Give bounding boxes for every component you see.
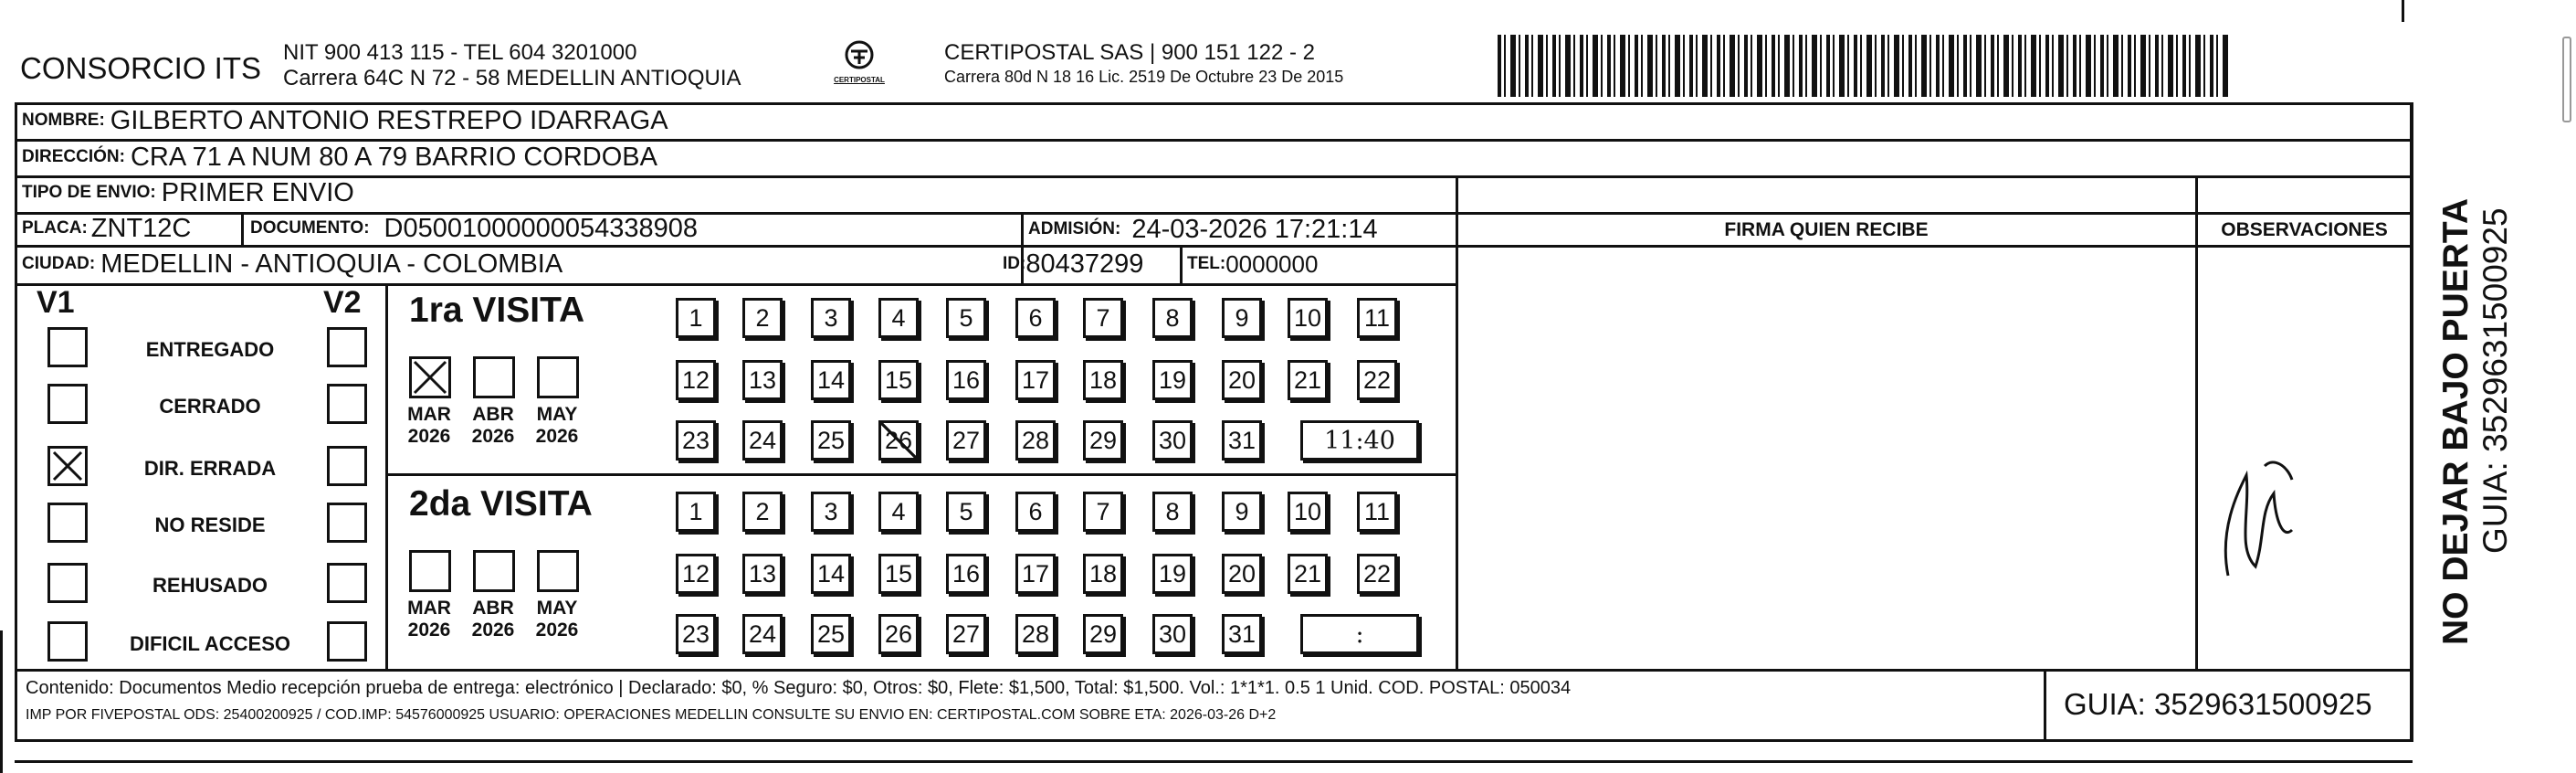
- day-box[interactable]: 11: [1357, 298, 1397, 338]
- id-row: [1003, 249, 1143, 280]
- day-box[interactable]: 15: [878, 360, 919, 400]
- edge-tick: [2562, 37, 2571, 122]
- day-box[interactable]: 4: [878, 298, 919, 338]
- month-checkbox[interactable]: [473, 550, 515, 592]
- month-name: ABR: [472, 598, 514, 619]
- day-box[interactable]: 7: [1083, 298, 1123, 338]
- day-box[interactable]: 2: [742, 298, 783, 338]
- day-box[interactable]: 14: [811, 360, 851, 400]
- v1-checkbox[interactable]: [47, 563, 88, 603]
- day-box[interactable]: 3: [811, 298, 851, 338]
- month-checkbox[interactable]: [409, 356, 451, 398]
- nombre-row: [22, 105, 668, 136]
- status-label: REHUSADO: [152, 574, 268, 597]
- day-box[interactable]: 8: [1152, 298, 1193, 338]
- carrier-line: CERTIPOSTAL SAS | 900 151 122 - 2: [944, 40, 1315, 65]
- day-box[interactable]: 26: [878, 420, 919, 461]
- day-box[interactable]: 28: [1015, 614, 1056, 654]
- month-label: [466, 598, 520, 641]
- day-box[interactable]: 19: [1152, 554, 1193, 594]
- status-label: CERRADO: [159, 395, 261, 418]
- month-label: [402, 598, 457, 641]
- day-box[interactable]: 31: [1222, 420, 1262, 461]
- company-name: CONSORCIO ITS: [20, 51, 262, 85]
- rule: [15, 283, 1457, 286]
- tel-value: 0000000: [1225, 249, 1319, 278]
- v2-label: V2: [323, 285, 362, 320]
- rule: [15, 669, 2413, 672]
- rule: [241, 212, 244, 245]
- day-box[interactable]: 30: [1152, 420, 1193, 461]
- v2-checkbox[interactable]: [327, 503, 367, 543]
- day-box[interactable]: 13: [742, 360, 783, 400]
- ciudad-value: MEDELLIN - ANTIOQUIA - COLOMBIA: [100, 249, 563, 279]
- day-box[interactable]: 24: [742, 420, 783, 461]
- check-x-icon: [50, 449, 85, 483]
- day-box[interactable]: 22: [1357, 360, 1397, 400]
- day-box[interactable]: 18: [1083, 554, 1123, 594]
- id-label: ID:: [1003, 254, 1026, 273]
- carrier-address: Carrera 80d N 18 16 Lic. 2519 De Octubre 23 De 2015: [944, 68, 1344, 86]
- day-box[interactable]: 23: [676, 614, 716, 654]
- day-box[interactable]: 4: [878, 492, 919, 532]
- day-box[interactable]: 13: [742, 554, 783, 594]
- v1-checkbox[interactable]: [47, 327, 88, 367]
- direccion-row: [22, 142, 657, 173]
- day-box[interactable]: 25: [811, 614, 851, 654]
- status-label: NO RESIDE: [154, 514, 266, 536]
- month-name: MAY: [536, 404, 578, 425]
- day-box[interactable]: 5: [946, 298, 986, 338]
- day-box[interactable]: 12: [676, 554, 716, 594]
- side-guia: GUIA: 3529631500925: [2476, 207, 2514, 554]
- month-name: ABR: [472, 404, 514, 425]
- visit-title: 1ra VISITA: [409, 291, 585, 330]
- day-box[interactable]: 21: [1288, 360, 1328, 400]
- day-box[interactable]: 11: [1357, 492, 1397, 532]
- v1-checkbox[interactable]: [47, 384, 88, 424]
- day-box[interactable]: 28: [1015, 420, 1056, 461]
- company-address: Carrera 64C N 72 - 58 MEDELLIN ANTIOQUIA: [283, 66, 741, 90]
- tipo-label: TIPO DE ENVIO:: [22, 183, 156, 202]
- day-box[interactable]: 9: [1222, 298, 1262, 338]
- nombre-value: GILBERTO ANTONIO RESTREPO IDARRAGA: [110, 105, 668, 135]
- day-box[interactable]: 3: [811, 492, 851, 532]
- nombre-label: NOMBRE:: [22, 111, 105, 130]
- day-box[interactable]: 26: [878, 614, 919, 654]
- footer-line-1: Contenido: Documentos Medio recepción prueba de entrega: electrónico | Declarado: $0, % Seguro: $0, Otros: $0, Flete: $1,500, Total: $1,500. Vol.: 1*1*1. 0.5 1 Unid. COD. POSTAL: 050034: [26, 678, 1572, 698]
- placa-label: PLACA:: [22, 218, 88, 238]
- month-year: 2026: [471, 619, 515, 641]
- id-value: 80437299: [1025, 249, 1144, 279]
- day-box[interactable]: 29: [1083, 420, 1123, 461]
- month-checkbox[interactable]: [473, 356, 515, 398]
- day-box[interactable]: 20: [1222, 360, 1262, 400]
- day-box[interactable]: 2: [742, 492, 783, 532]
- visit-title: 2da VISITA: [409, 484, 593, 524]
- v2-checkbox[interactable]: [327, 446, 367, 486]
- day-box[interactable]: 16: [946, 554, 986, 594]
- form-frame: [15, 102, 2413, 742]
- firma-header: FIRMA QUIEN RECIBE: [1724, 219, 1929, 240]
- day-box[interactable]: 20: [1222, 554, 1262, 594]
- direccion-label: DIRECCIÓN:: [22, 147, 125, 166]
- day-box[interactable]: 14: [811, 554, 851, 594]
- month-year: 2026: [535, 426, 579, 447]
- day-box[interactable]: 19: [1152, 360, 1193, 400]
- month-checkbox[interactable]: [537, 356, 579, 398]
- status-label: ENTREGADO: [145, 338, 275, 361]
- ciudad-row: [22, 249, 563, 280]
- company-nit: NIT 900 413 115 - TEL 604 3201000: [283, 40, 637, 65]
- day-box[interactable]: 10: [1288, 298, 1328, 338]
- certipostal-logo: CERTIPOSTAL: [825, 40, 893, 90]
- time-field[interactable]: 11:40: [1300, 420, 1419, 461]
- v1-checkbox[interactable]: [47, 621, 88, 662]
- month-name: MAR: [407, 598, 451, 619]
- v2-checkbox[interactable]: [327, 621, 367, 662]
- direccion-value: CRA 71 A NUM 80 A 79 BARRIO CORDOBA: [130, 142, 657, 172]
- admision-row: [1028, 214, 1378, 245]
- rule: [385, 473, 1456, 476]
- month-year: 2026: [407, 426, 451, 447]
- edge-mark: [2402, 0, 2404, 22]
- day-box[interactable]: 25: [811, 420, 851, 461]
- rule: [385, 283, 388, 669]
- time-field[interactable]: :: [1300, 614, 1419, 654]
- ciudad-label: CIUDAD:: [22, 254, 96, 273]
- tipo-value: PRIMER ENVIO: [161, 177, 354, 207]
- documento-label: DOCUMENTO:: [250, 218, 370, 238]
- v2-checkbox[interactable]: [327, 327, 367, 367]
- barcode: [1498, 35, 2228, 97]
- rule: [2044, 669, 2046, 742]
- documento-value: D05001000000054338908: [384, 213, 699, 243]
- day-box[interactable]: 9: [1222, 492, 1262, 532]
- v2-checkbox[interactable]: [327, 384, 367, 424]
- day-box[interactable]: 15: [878, 554, 919, 594]
- day-box[interactable]: 22: [1357, 554, 1397, 594]
- tipo-row: [22, 177, 354, 208]
- month-name: MAY: [536, 598, 578, 619]
- footer-line-2: IMP POR FIVEPOSTAL ODS: 25400200925 / COD.IMP: 54576000925 USUARIO: OPERACIONES MEDELLIN CONSULTE SU ENVIO EN: CERTIPOSTAL.COM SOBRE ETA: 2026-03-26 D+2: [26, 707, 1277, 723]
- rule: [1456, 175, 1458, 669]
- day-box[interactable]: 21: [1288, 554, 1328, 594]
- admision-label: ADMISIÓN:: [1028, 219, 1121, 238]
- status-label: DIFICIL ACCESO: [129, 632, 290, 655]
- rule: [1457, 245, 2413, 248]
- signature: [2210, 439, 2310, 589]
- month-checkbox[interactable]: [409, 550, 451, 592]
- documento-row: [250, 213, 698, 244]
- day-box[interactable]: 17: [1015, 554, 1056, 594]
- month-year: 2026: [535, 619, 579, 641]
- month-year: 2026: [471, 426, 515, 447]
- v1-checkbox[interactable]: [47, 503, 88, 543]
- left-edge: [0, 630, 3, 773]
- bottom-rule: [15, 760, 2413, 763]
- status-label: DIR. ERRADA: [143, 457, 277, 480]
- day-box[interactable]: 1: [676, 492, 716, 532]
- month-checkbox[interactable]: [537, 550, 579, 592]
- month-year: 2026: [407, 619, 451, 641]
- day-box[interactable]: 18: [1083, 360, 1123, 400]
- day-box[interactable]: 27: [946, 420, 986, 461]
- day-box[interactable]: 10: [1288, 492, 1328, 532]
- day-box[interactable]: 31: [1222, 614, 1262, 654]
- day-box[interactable]: 6: [1015, 298, 1056, 338]
- day-box[interactable]: 23: [676, 420, 716, 461]
- day-box[interactable]: 30: [1152, 614, 1193, 654]
- day-box[interactable]: 1: [676, 298, 716, 338]
- footer-guia: GUIA: 3529631500925: [2064, 687, 2372, 721]
- tel-label: TEL:: [1187, 254, 1226, 273]
- month-name: MAR: [407, 404, 451, 425]
- placa-value: ZNT12C: [90, 213, 192, 243]
- admision-value: 24-03-2026 17:21:14: [1131, 214, 1378, 244]
- day-box[interactable]: 16: [946, 360, 986, 400]
- month-label: [402, 404, 457, 448]
- day-box[interactable]: 27: [946, 614, 986, 654]
- no-dejar-bajo-puerta: NO DEJAR BAJO PUERTA: [2436, 197, 2476, 645]
- tel-row: [1187, 249, 1318, 280]
- rule: [2195, 175, 2198, 669]
- rule: [15, 245, 1457, 248]
- day-box[interactable]: 24: [742, 614, 783, 654]
- rule: [1180, 245, 1183, 283]
- day-box[interactable]: 6: [1015, 492, 1056, 532]
- month-label: [530, 404, 584, 448]
- placa-row: [22, 213, 191, 244]
- month-label: [530, 598, 584, 641]
- day-box[interactable]: 7: [1083, 492, 1123, 532]
- check-x-icon: [412, 359, 448, 396]
- day-box[interactable]: 29: [1083, 614, 1123, 654]
- v1-checkbox[interactable]: [47, 446, 88, 486]
- v2-checkbox[interactable]: [327, 563, 367, 603]
- rule: [2411, 102, 2413, 742]
- rule: [15, 175, 2413, 178]
- day-box[interactable]: 12: [676, 360, 716, 400]
- v1-label: V1: [37, 285, 75, 320]
- rule: [1457, 212, 2413, 215]
- observaciones-header: OBSERVACIONES: [2221, 219, 2388, 240]
- month-label: [466, 404, 520, 448]
- day-box[interactable]: 17: [1015, 360, 1056, 400]
- day-box[interactable]: 8: [1152, 492, 1193, 532]
- day-box[interactable]: 5: [946, 492, 986, 532]
